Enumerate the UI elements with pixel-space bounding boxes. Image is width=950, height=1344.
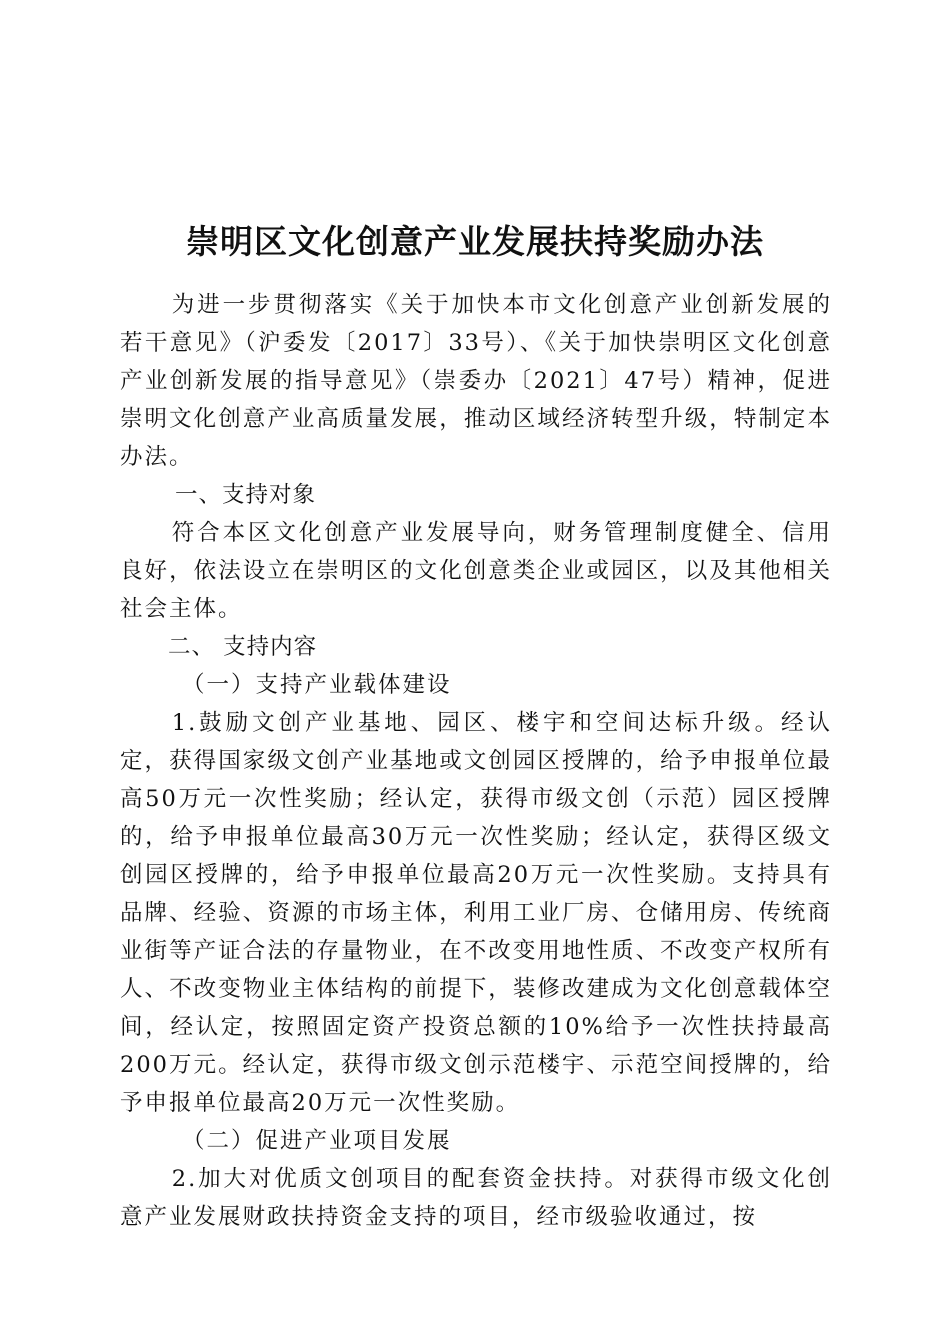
item-1-paragraph: 1.鼓励文创产业基地、园区、楼宇和空间达标升级。经认定，获得国家级文创产业基地或文创园区授牌的，给予申报单位最高50万元一次性奖励；经认定，获得市级文创（示范）园区授牌的，给予申报单位最高30万元一次性奖励；经认定，获得区级文创园区授牌的，给予申报单位最高20万元一次性奖励。支持具有品牌、经验、资源的市场主体，利用工业厂房、仓储用房、传统商业街等产证合法的存量物业，在不改变用地性质、不改变产权所有人、不改变物业主体结构的前提下，装修改建成为文化创意载体空间，经认定，按照固定资产投资总额的10%给予一次性扶持最高200万元。经认定，获得市级文创示范楼宇、示范空间授牌的，给予申报单位最高20万元一次性奖励。: [120, 710, 832, 1116]
section-heading-support-content: 二、 支持内容: [168, 634, 318, 660]
section-heading-support-targets: 一、支持对象: [175, 482, 317, 508]
subsection-heading-carrier-construction: （一）支持产业载体建设: [182, 672, 452, 698]
document-body: [120, 286, 832, 1236]
support-targets-paragraph: 符合本区文化创意产业发展导向，财务管理制度健全、信用良好，依法设立在崇明区的文化创意类企业或园区，以及其他相关社会主体。: [120, 520, 832, 622]
page-title: 崇明区文化创意产业发展扶持奖励办法: [186, 222, 764, 262]
intro-paragraph: 为进一步贯彻落实《关于加快本市文化创意产业创新发展的若干意见》（沪委发〔2017〕33号）、《关于加快崇明区文化创意产业创新发展的指导意见》（崇委办〔2021〕47号）精神，促进崇明文化创意产业高质量发展，推动区域经济转型升级，特制定本办法。: [120, 292, 832, 470]
item-2-paragraph: 2.加大对优质文创项目的配套资金扶持。对获得市级文化创意产业发展财政扶持资金支持的项目，经市级验收通过，按: [120, 1166, 832, 1230]
subsection-heading-project-development: （二）促进产业项目发展: [182, 1128, 452, 1154]
